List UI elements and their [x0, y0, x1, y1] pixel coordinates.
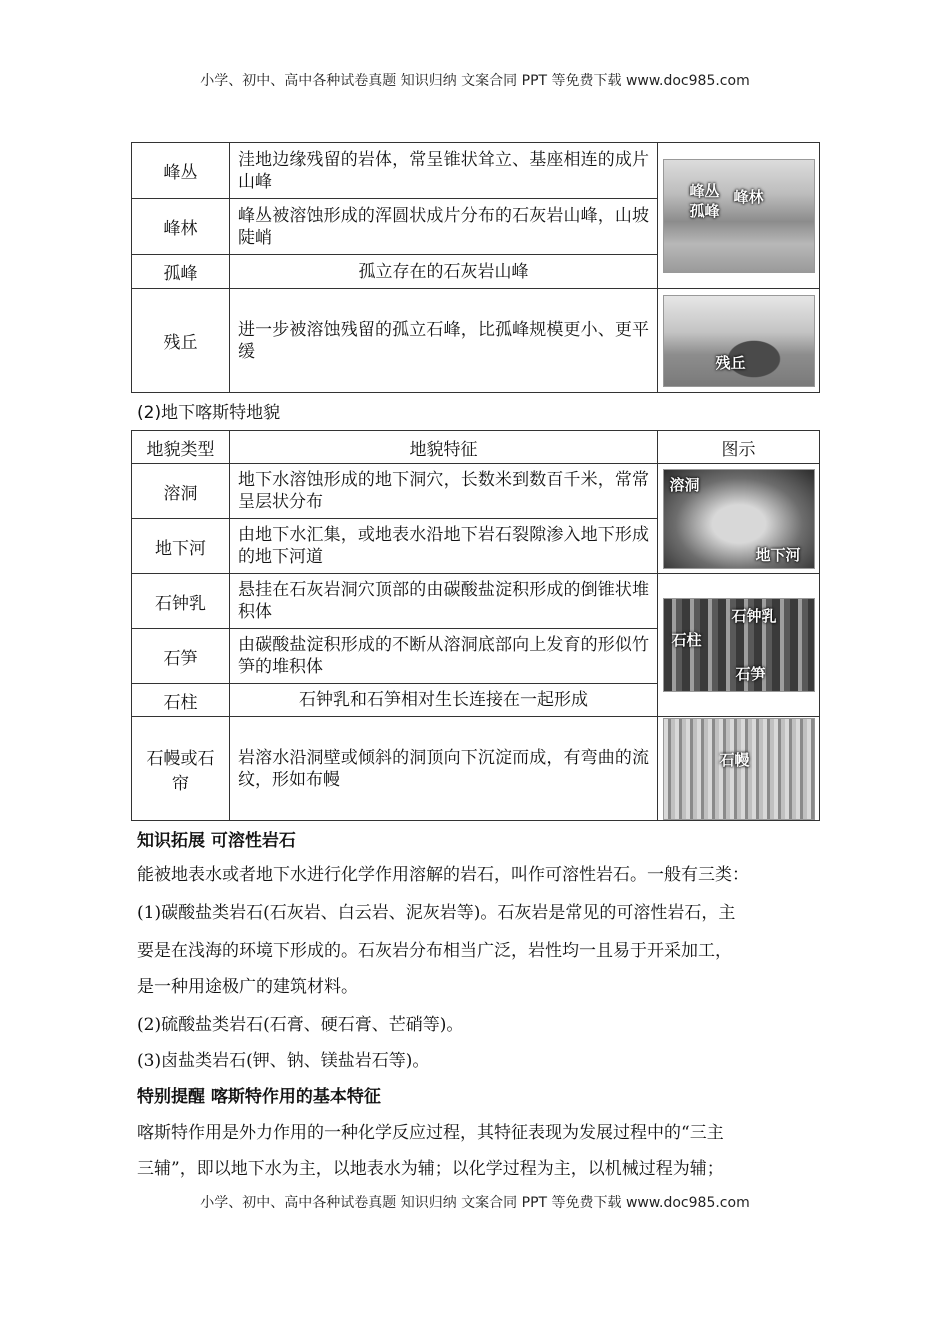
page-footer: 小学、初中、高中各种试卷真题 知识归纳 文案合同 PPT 等免费下载 www.doc985.com: [200, 1195, 750, 1211]
landform-desc: 石钟乳和石笋相对生长连接在一起形成: [230, 684, 658, 717]
landform-name: 峰林: [132, 199, 230, 255]
landform-name: 石幔或石帘: [132, 717, 230, 821]
table-row: [132, 464, 820, 519]
landform-desc: 洼地边缘残留的岩体，常呈锥状耸立、基座相连的成片山峰: [230, 143, 658, 199]
landform-desc: 峰丛被溶蚀形成的浑圆状成片分布的石灰岩山峰，山坡陡峭: [230, 199, 658, 255]
photo-label: 石钟乳: [731, 607, 777, 625]
table-row: [132, 143, 820, 199]
peak-cluster-photo: [663, 159, 815, 273]
knowledge-line: (1)碳酸盐类岩石(石灰岩、白云岩、泥灰岩等)。石灰岩是常见的可溶性岩石，主: [137, 903, 736, 923]
reminder-title: 特别提醒 喀斯特作用的基本特征: [137, 1087, 381, 1107]
landform-desc: 悬挂在石灰岩洞穴顶部的由碳酸盐淀积形成的倒锥状堆积体: [230, 574, 658, 629]
photo-label: 石柱: [671, 631, 702, 649]
stalactite-photo: [663, 598, 815, 692]
reminder-line: 三辅”，即以地下水为主，以地表水为辅；以化学过程为主，以机械过程为辅；: [137, 1159, 724, 1179]
table-row: [132, 574, 820, 629]
image-cell: [658, 464, 820, 574]
photo-label: 石笋: [735, 665, 766, 683]
image-cell: [658, 717, 820, 821]
column-header: 地貌类型: [132, 431, 230, 464]
image-cell: [658, 143, 820, 289]
knowledge-line: (3)卤盐类岩石(钾、钠、镁盐岩石等)。: [137, 1051, 430, 1071]
column-header: 图示: [658, 431, 820, 464]
knowledge-title: 知识拓展 可溶性岩石: [137, 831, 296, 851]
knowledge-line: 能被地表水或者地下水进行化学作用溶解的岩石，叫作可溶性岩石。一般有三类：: [137, 865, 749, 885]
landform-name: 石钟乳: [132, 574, 230, 629]
image-cell: [658, 574, 820, 717]
knowledge-line: 要是在浅海的环境下形成的。石灰岩分布相当广泛，岩性均一且易于开采加工，: [137, 941, 732, 961]
photo-label: 孤峰: [689, 201, 720, 220]
page-header: 小学、初中、高中各种试卷真题 知识归纳 文案合同 PPT 等免费下载 www.doc985.com: [200, 73, 750, 89]
table-row: [132, 289, 820, 393]
landform-name: 残丘: [132, 289, 230, 393]
landform-name: 溶洞: [132, 464, 230, 519]
landform-desc: 由地下水汇集，或地表水沿地下岩石裂隙渗入地下形成的地下河道: [230, 519, 658, 574]
landform-desc: 地下水溶蚀形成的地下洞穴，长数米到数百千米，常常呈层状分布: [230, 464, 658, 519]
curtain-photo: [663, 718, 815, 820]
landform-desc: 岩溶水沿洞壁或倾斜的洞顶向下沉淀而成，有弯曲的流纹，形如布幔: [230, 717, 658, 821]
residual-hill-photo: [663, 295, 815, 387]
image-cell: [658, 289, 820, 393]
landform-name: 石笋: [132, 629, 230, 684]
landform-name: 峰丛: [132, 143, 230, 199]
table-header-row: [132, 431, 820, 464]
landform-name: 孤峰: [132, 255, 230, 289]
photo-label: 残丘: [715, 353, 746, 372]
photo-label: 溶洞: [669, 475, 700, 494]
column-header: 地貌特征: [230, 431, 658, 464]
knowledge-line: (2)硫酸盐类岩石(石膏、硬石膏、芒硝等)。: [137, 1015, 464, 1035]
landform-name: 石柱: [132, 684, 230, 717]
photo-label: 石幔: [719, 750, 750, 769]
table-row: [132, 717, 820, 821]
landform-desc: 由碳酸盐淀积形成的不断从溶洞底部向上发育的形似竹笋的堆积体: [230, 629, 658, 684]
cave-photo: [663, 469, 815, 569]
underground-karst-table: [131, 430, 820, 821]
landform-desc: 进一步被溶蚀残留的孤立石峰，比孤峰规模更小、更平缓: [230, 289, 658, 393]
reminder-line: 喀斯特作用是外力作用的一种化学反应过程，其特征表现为发展过程中的“三主: [137, 1123, 724, 1143]
landform-desc: 孤立存在的石灰岩山峰: [230, 255, 658, 289]
photo-label: 地下河: [755, 545, 801, 564]
photo-label: 峰丛: [689, 181, 720, 200]
knowledge-line: 是一种用途极广的建筑材料。: [137, 977, 358, 997]
section-title: (2)地下喀斯特地貌: [137, 403, 281, 423]
landform-name: 地下河: [132, 519, 230, 574]
surface-karst-table: [131, 142, 820, 393]
photo-label: 峰林: [733, 187, 764, 206]
